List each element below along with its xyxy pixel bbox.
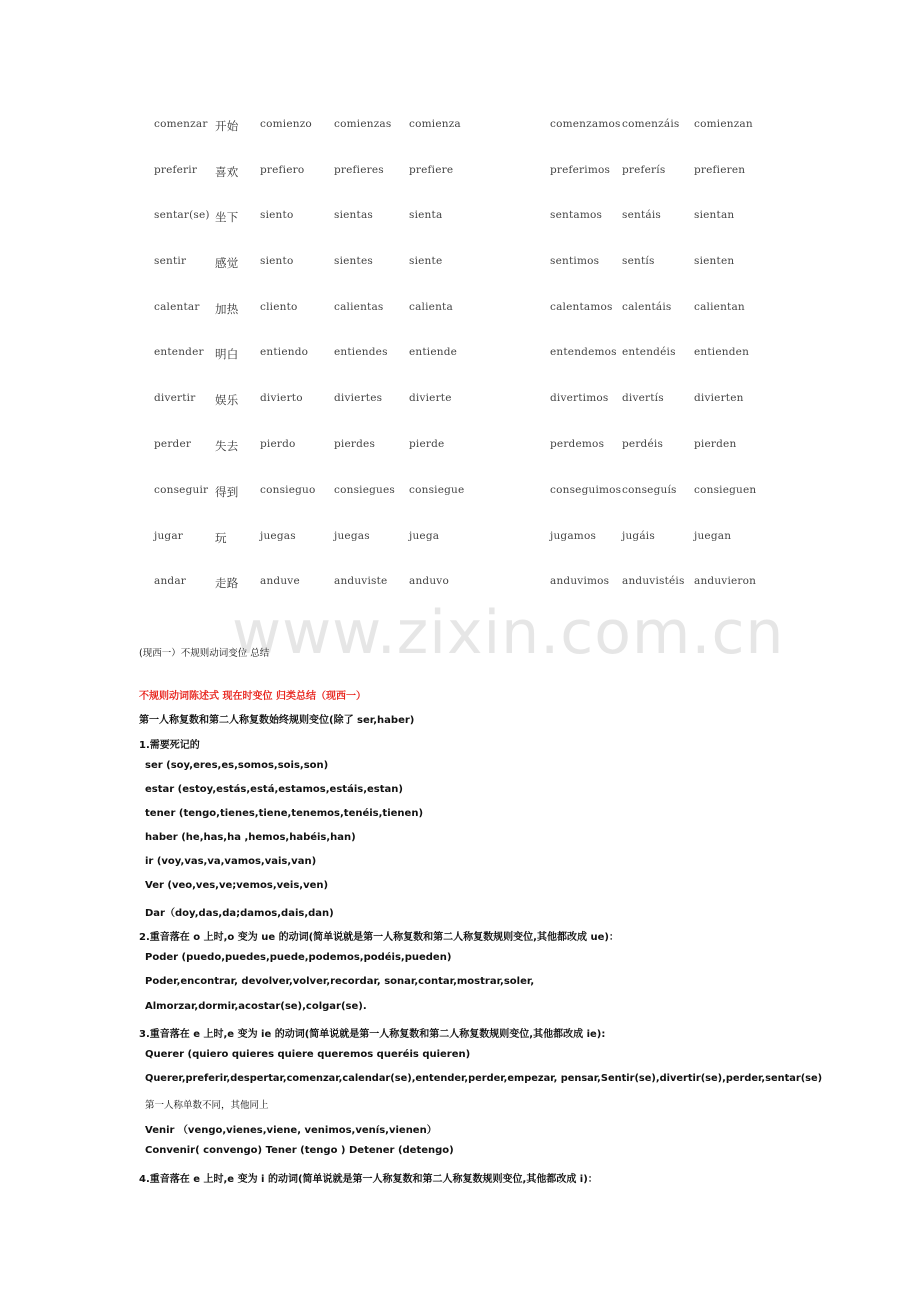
meaning-cell: 感觉 bbox=[215, 256, 239, 270]
table-row bbox=[0, 392, 920, 412]
yo-cell: juegas bbox=[260, 530, 296, 542]
yo-cell: cliento bbox=[260, 301, 298, 313]
el-cell: calienta bbox=[409, 301, 453, 313]
infinitive-cell: entender bbox=[154, 346, 204, 358]
vosotros-cell: sentáis bbox=[622, 209, 661, 221]
table-row bbox=[0, 301, 920, 321]
note-line: Ver (veo,ves,ve;vemos,veis,ven) bbox=[145, 880, 329, 891]
table-row bbox=[0, 209, 920, 229]
yo-cell: consieguo bbox=[260, 484, 316, 496]
ellos-cell: pierden bbox=[694, 438, 737, 450]
yo-cell: anduve bbox=[260, 575, 300, 587]
meaning-cell: 玩 bbox=[215, 531, 227, 545]
el-cell: consiegue bbox=[409, 484, 465, 496]
tu-cell: anduviste bbox=[334, 575, 388, 587]
yo-cell: divierto bbox=[260, 392, 303, 404]
nosotros-cell: perdemos bbox=[550, 438, 605, 450]
note-line: ir (voy,vas,va,vamos,vais,van) bbox=[145, 856, 317, 867]
ellos-cell: sienten bbox=[694, 255, 735, 267]
vosotros-cell: perdéis bbox=[622, 438, 664, 450]
ellos-cell: prefieren bbox=[694, 164, 746, 176]
meaning-cell: 娱乐 bbox=[215, 393, 239, 407]
infinitive-cell: andar bbox=[154, 575, 187, 587]
vosotros-cell: divertís bbox=[622, 392, 664, 404]
el-cell: comienza bbox=[409, 118, 461, 130]
infinitive-cell: divertir bbox=[154, 392, 196, 404]
vosotros-cell: sentís bbox=[622, 255, 655, 267]
nosotros-cell: sentimos bbox=[550, 255, 600, 267]
vosotros-cell: jugáis bbox=[622, 530, 655, 542]
meaning-cell: 喜欢 bbox=[215, 165, 239, 179]
tu-cell: sientas bbox=[334, 209, 373, 221]
tu-cell: pierdes bbox=[334, 438, 376, 450]
table-row bbox=[0, 255, 920, 275]
tu-cell: diviertes bbox=[334, 392, 383, 404]
infinitive-cell: comenzar bbox=[154, 118, 208, 130]
note-line: tener (tengo,tienes,tiene,tenemos,tenéis,tienen) bbox=[145, 808, 424, 819]
vosotros-cell: preferís bbox=[622, 164, 666, 176]
yo-cell: entiendo bbox=[260, 346, 309, 358]
ellos-cell: comienzan bbox=[694, 118, 753, 130]
vosotros-cell: conseguís bbox=[622, 484, 677, 496]
nosotros-cell: sentamos bbox=[550, 209, 603, 221]
red-title: 不规则动词陈述式 现在时变位 归类总结（现西一） bbox=[139, 691, 366, 702]
table-row bbox=[0, 164, 920, 184]
yo-cell: siento bbox=[260, 209, 294, 221]
tu-cell: entiendes bbox=[334, 346, 388, 358]
nosotros-cell: entendemos bbox=[550, 346, 617, 358]
yo-cell: comienzo bbox=[260, 118, 312, 130]
table-row bbox=[0, 575, 920, 595]
infinitive-cell: conseguir bbox=[154, 484, 209, 496]
vosotros-cell: comenzáis bbox=[622, 118, 680, 130]
watermark-text: www.zixin.com.cn bbox=[232, 598, 785, 668]
note-line: 第一人称单数不同，其他同上 bbox=[145, 1100, 269, 1111]
el-cell: divierte bbox=[409, 392, 452, 404]
el-cell: entiende bbox=[409, 346, 458, 358]
meaning-cell: 明白 bbox=[215, 347, 239, 361]
table-row bbox=[0, 484, 920, 504]
ellos-cell: calientan bbox=[694, 301, 745, 313]
yo-cell: siento bbox=[260, 255, 294, 267]
table-row bbox=[0, 118, 920, 138]
nosotros-cell: calentamos bbox=[550, 301, 613, 313]
ellos-cell: entienden bbox=[694, 346, 750, 358]
rule-line: 第一人称复数和第二人称复数始终规则变位(除了 ser,haber) bbox=[139, 715, 415, 726]
infinitive-cell: sentir bbox=[154, 255, 187, 267]
tu-cell: prefieres bbox=[334, 164, 384, 176]
tu-cell: comienzas bbox=[334, 118, 392, 130]
infinitive-cell: calentar bbox=[154, 301, 200, 313]
el-cell: sienta bbox=[409, 209, 443, 221]
ellos-cell: anduvieron bbox=[694, 575, 757, 587]
note-line: Convenir( convengo) Tener (tengo ) Detener (detengo) bbox=[145, 1145, 454, 1156]
table-row bbox=[0, 530, 920, 550]
section-heading: (现西一）不规则动词变位 总结 bbox=[139, 648, 270, 659]
note-line: Almorzar,dormir,acostar(se),colgar(se). bbox=[145, 1001, 367, 1012]
tu-cell: sientes bbox=[334, 255, 373, 267]
nosotros-cell: anduvimos bbox=[550, 575, 610, 587]
note-line: ser (soy,eres,es,somos,sois,son) bbox=[145, 760, 329, 771]
note-line: Dar（doy,das,da;damos,dais,dan) bbox=[145, 908, 334, 919]
el-cell: siente bbox=[409, 255, 443, 267]
note-line: Poder (puedo,puedes,puede,podemos,podéis,pueden) bbox=[145, 952, 452, 963]
meaning-cell: 坐下 bbox=[215, 210, 239, 224]
section-3-heading: 3.重音落在 e 上时,e 变为 ie 的动词(简单说就是第一人称复数和第二人称复数规则变位,其他都改成 ie): bbox=[139, 1029, 606, 1040]
tu-cell: juegas bbox=[334, 530, 370, 542]
tu-cell: consiegues bbox=[334, 484, 396, 496]
meaning-cell: 开始 bbox=[215, 119, 239, 133]
table-row bbox=[0, 346, 920, 366]
ellos-cell: divierten bbox=[694, 392, 744, 404]
ellos-cell: juegan bbox=[694, 530, 732, 542]
vosotros-cell: calentáis bbox=[622, 301, 672, 313]
meaning-cell: 加热 bbox=[215, 302, 239, 316]
meaning-cell: 走路 bbox=[215, 576, 239, 590]
note-line: Querer,preferir,despertar,comenzar,calendar(se),entender,perder,empezar, pensar,Sentir(se),divertir(se),perder,sentar(se) bbox=[145, 1073, 823, 1084]
note-line: Poder,encontrar, devolver,volver,recordar, sonar,contar,mostrar,soler, bbox=[145, 976, 535, 987]
vosotros-cell: anduvistéis bbox=[622, 575, 685, 587]
nosotros-cell: divertimos bbox=[550, 392, 609, 404]
el-cell: prefiere bbox=[409, 164, 454, 176]
ellos-cell: sientan bbox=[694, 209, 735, 221]
meaning-cell: 得到 bbox=[215, 485, 239, 499]
tu-cell: calientas bbox=[334, 301, 384, 313]
vosotros-cell: entendéis bbox=[622, 346, 676, 358]
infinitive-cell: jugar bbox=[154, 530, 184, 542]
el-cell: juega bbox=[409, 530, 440, 542]
section-4-heading: 4.重音落在 e 上时,e 变为 i 的动词(简单说就是第一人称复数和第二人称复数规则变位,其他都改成 i)： bbox=[139, 1174, 598, 1185]
infinitive-cell: preferir bbox=[154, 164, 198, 176]
yo-cell: prefiero bbox=[260, 164, 305, 176]
yo-cell: pierdo bbox=[260, 438, 296, 450]
meaning-cell: 失去 bbox=[215, 439, 239, 453]
section-2-heading: 2.重音落在 o 上时,o 变为 ue 的动词(简单说就是第一人称复数和第二人称复数规则变位,其他都改成 ue)： bbox=[139, 932, 619, 943]
nosotros-cell: conseguimos bbox=[550, 484, 622, 496]
infinitive-cell: perder bbox=[154, 438, 192, 450]
infinitive-cell: sentar(se) bbox=[154, 209, 210, 221]
section-1-heading: 1.需要死记的 bbox=[139, 740, 200, 751]
nosotros-cell: jugamos bbox=[550, 530, 597, 542]
el-cell: anduvo bbox=[409, 575, 449, 587]
note-line: haber (he,has,ha ,hemos,habéis,han) bbox=[145, 832, 356, 843]
table-row bbox=[0, 438, 920, 458]
nosotros-cell: preferimos bbox=[550, 164, 611, 176]
nosotros-cell: comenzamos bbox=[550, 118, 621, 130]
note-line: Venir （vengo,vienes,viene, venimos,venís,vienen） bbox=[145, 1125, 437, 1136]
note-line: Querer (quiero quieres quiere queremos queréis quieren) bbox=[145, 1049, 471, 1060]
note-line: estar (estoy,estás,está,estamos,estáis,estan) bbox=[145, 784, 403, 795]
ellos-cell: consieguen bbox=[694, 484, 757, 496]
el-cell: pierde bbox=[409, 438, 445, 450]
